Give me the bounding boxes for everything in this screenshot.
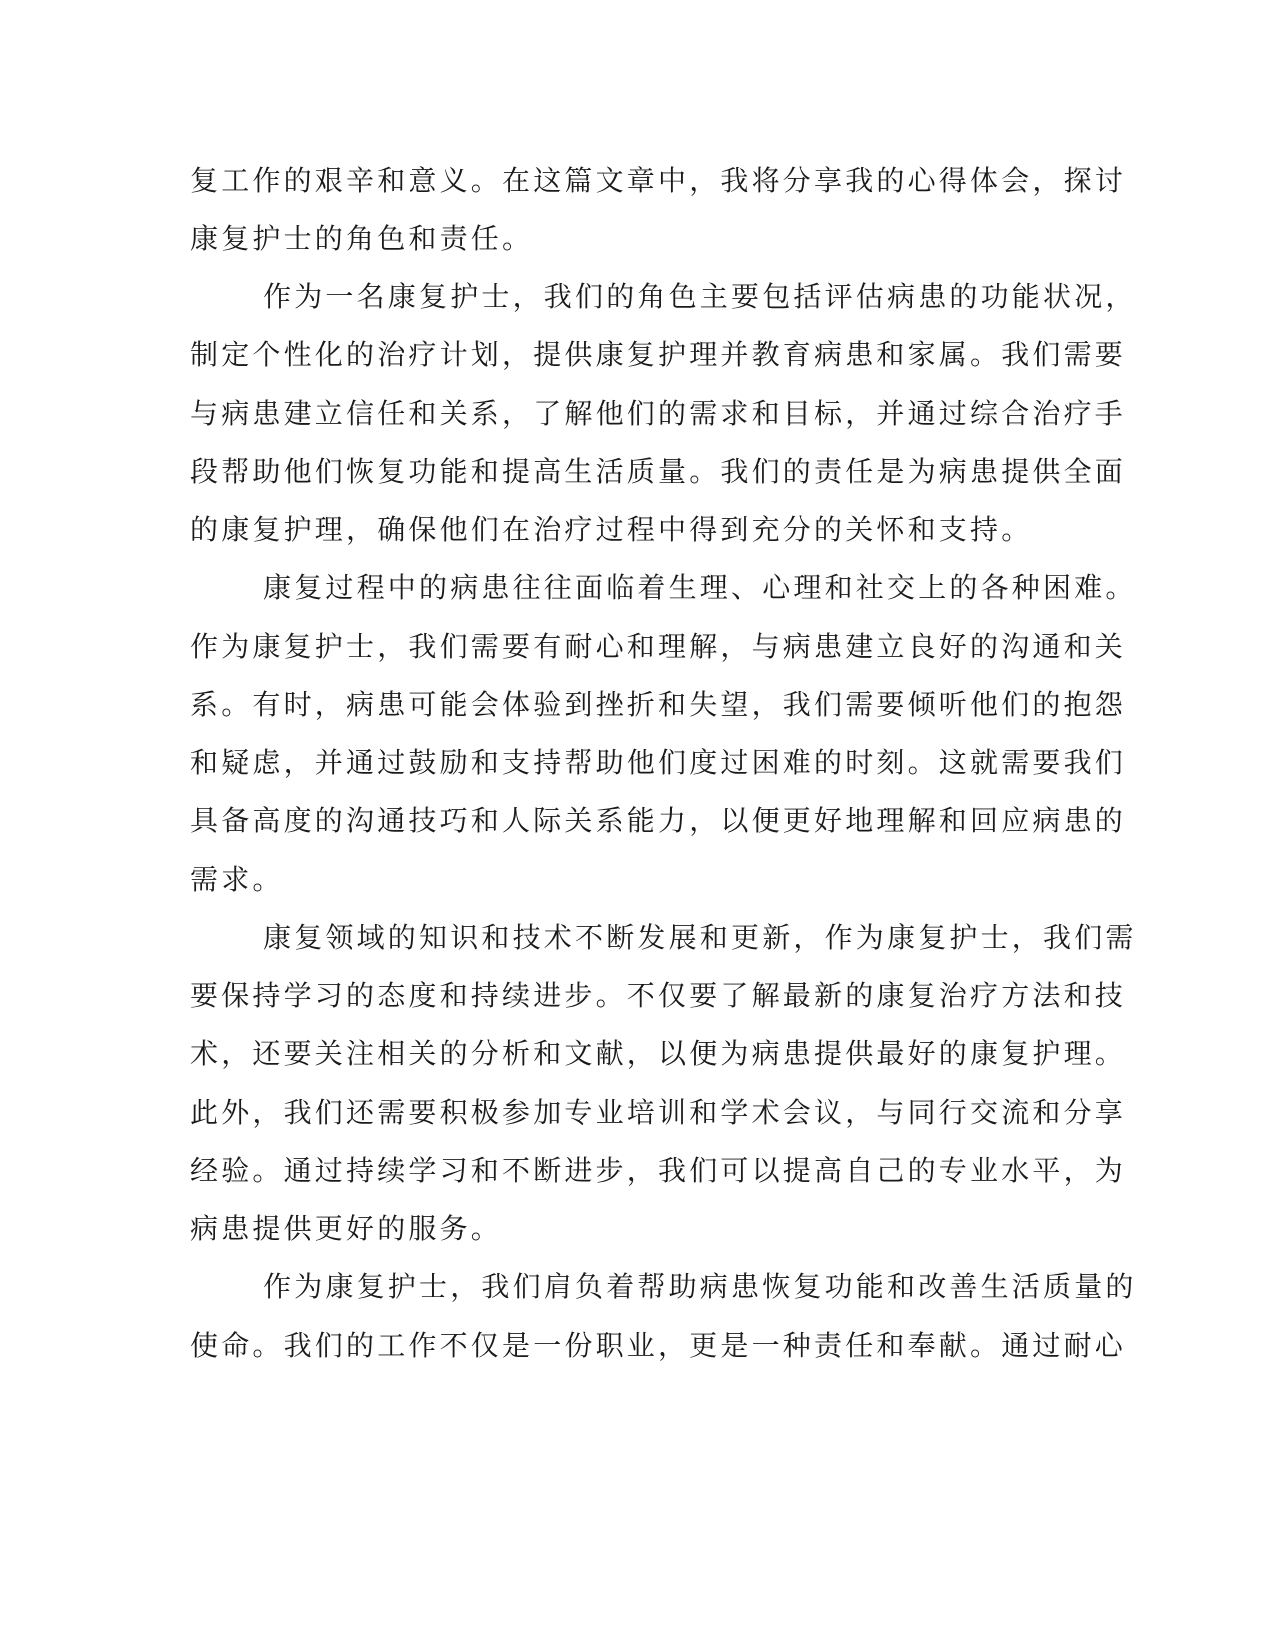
text-line: 康复护士的角色和责任。 [190, 222, 534, 255]
text-line: 段帮助他们恢复功能和提高生活质量。我们的责任是为病患提供全面 [190, 455, 1127, 488]
text-line: 与病患建立信任和关系，了解他们的需求和目标，并通过综合治疗手 [190, 397, 1127, 430]
text-line: 要保持学习的态度和持续进步。不仅要了解最新的康复治疗方法和技 [190, 979, 1127, 1012]
paragraph-start-line: 康复领域的知识和技术不断发展和更新，作为康复护士，我们需 [263, 921, 1137, 954]
paragraph-start-line: 作为一名康复护士，我们的角色主要包括评估病患的功能状况， [263, 280, 1137, 313]
text-line: 病患提供更好的服务。 [190, 1212, 503, 1245]
text-line: 和疑虑，并通过鼓励和支持帮助他们度过困难的时刻。这就需要我们 [190, 746, 1127, 779]
text-line: 系。有时，病患可能会体验到挫折和失望，我们需要倾听他们的抱怨 [190, 688, 1127, 721]
paragraph-start-line: 康复过程中的病患往往面临着生理、心理和社交上的各种困难。 [263, 571, 1137, 604]
text-line: 作为康复护士，我们需要有耐心和理解，与病患建立良好的沟通和关 [190, 630, 1127, 663]
text-line: 使命。我们的工作不仅是一份职业，更是一种责任和奉献。通过耐心 [190, 1329, 1127, 1362]
text-line: 需求。 [190, 863, 284, 896]
text-line: 术，还要关注相关的分析和文献，以便为病患提供最好的康复护理。 [190, 1037, 1127, 1070]
text-line: 此外，我们还需要积极参加专业培训和学术会议，与同行交流和分享 [190, 1096, 1127, 1129]
text-line: 复工作的艰辛和意义。在这篇文章中，我将分享我的心得体会，探讨 [190, 164, 1127, 197]
text-line: 制定个性化的治疗计划，提供康复护理并教育病患和家属。我们需要 [190, 338, 1127, 371]
paragraph-start-line: 作为康复护士，我们肩负着帮助病患恢复功能和改善生活质量的 [263, 1270, 1137, 1303]
text-line: 经验。通过持续学习和不断进步，我们可以提高自己的专业水平，为 [190, 1154, 1127, 1187]
text-line: 具备高度的沟通技巧和人际关系能力，以便更好地理解和回应病患的 [190, 804, 1127, 837]
text-line: 的康复护理，确保他们在治疗过程中得到充分的关怀和支持。 [190, 513, 1033, 546]
